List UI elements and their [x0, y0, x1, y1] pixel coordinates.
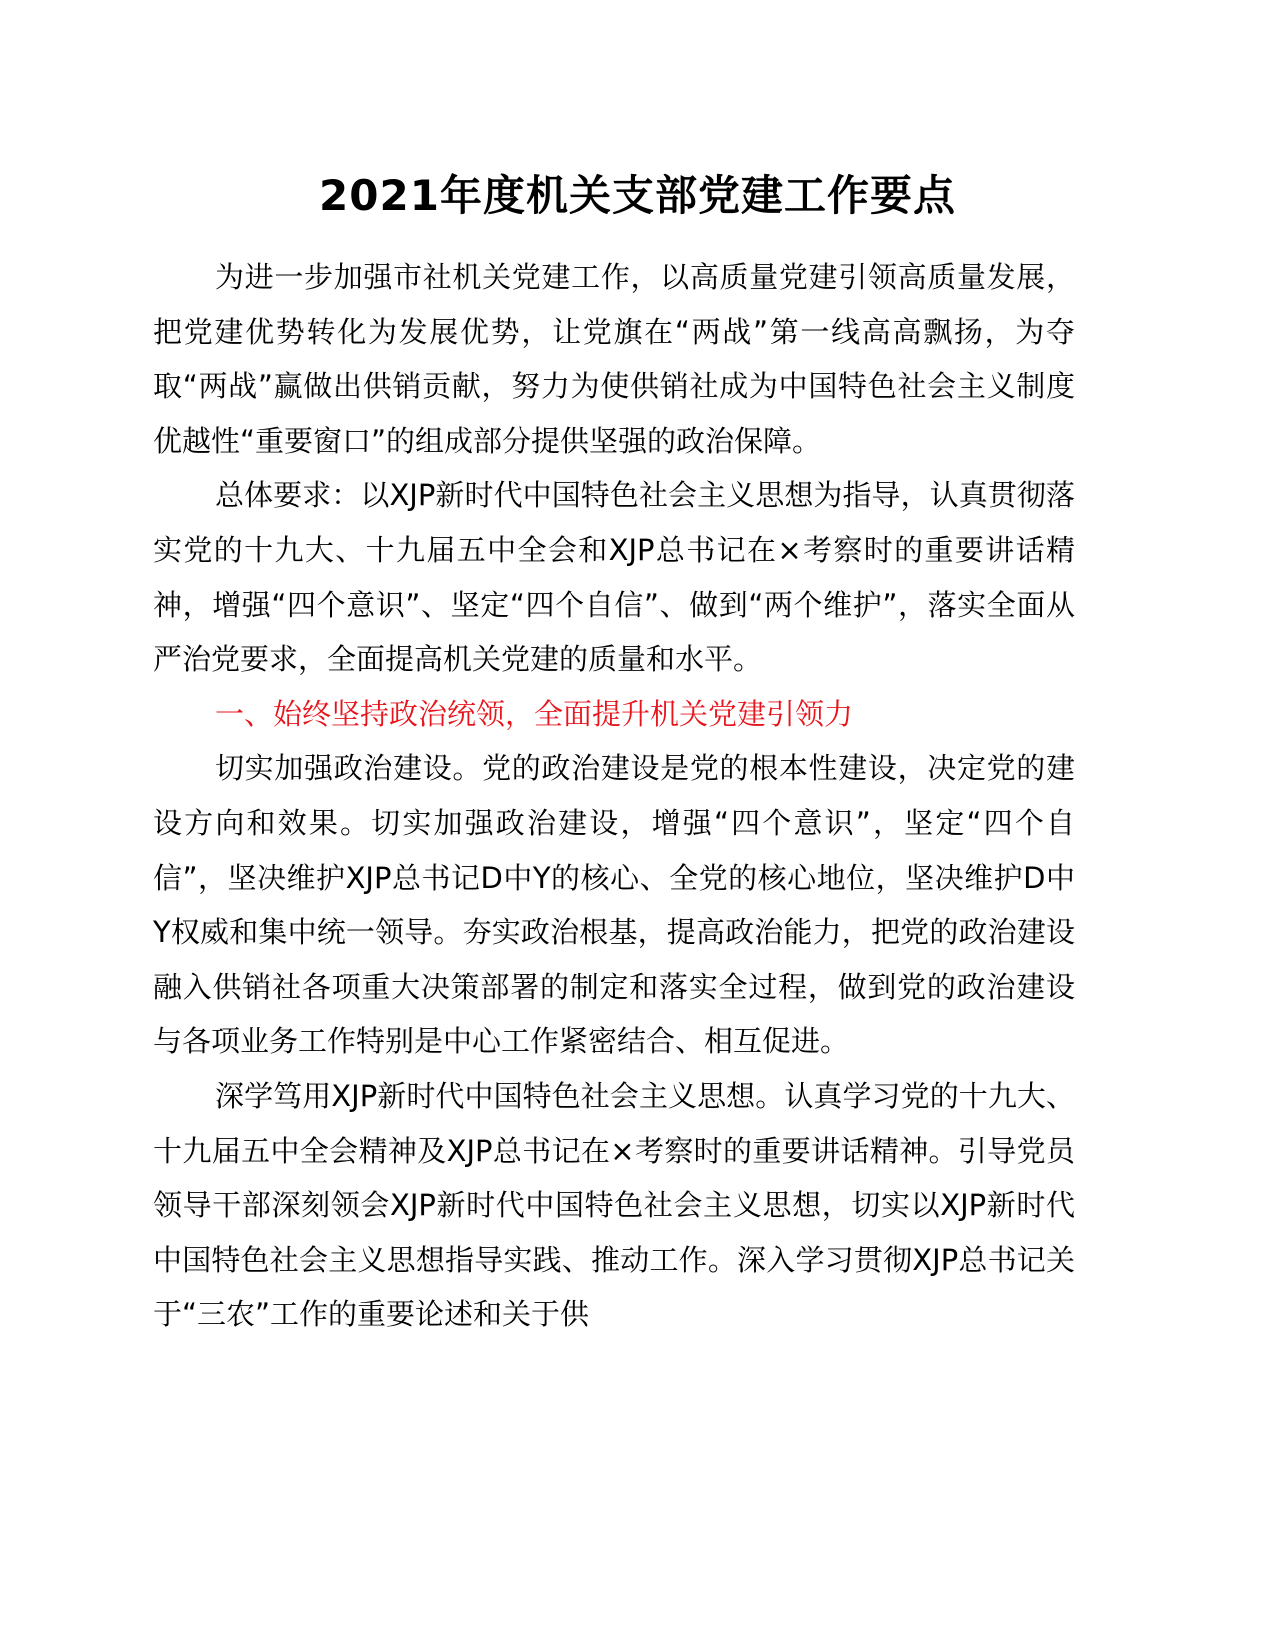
document-body: [153, 250, 1075, 1342]
political-building-paragraph: 切实加强政治建设。党的政治建设是党的根本性建设，决定党的建设方向和效果。切实加强政治建设，增强“四个意识”，坚定“四个自信”，坚决维护XJP总书记D中Y的核心、全党的核心地位，坚决维护D中Y权威和集中统一领导。夯实政治根基，提高政治能力，把党的政治建设融入供销社各项重大决策部署的制定和落实全过程，做到党的政治建设与各项业务工作特别是中心工作紧密结合、相互促进。: [153, 751, 1075, 1059]
intro-paragraph: 为进一步加强市社机关党建工作，以高质量党建引领高质量发展，把党建优势转化为发展优势，让党旗在“两战”第一线高高飘扬，为夺取“两战”赢做出供销贡献，努力为使供销社成为中国特色社会主义制度优越性“重要窗口”的组成部分提供坚强的政治保障。: [153, 260, 1075, 458]
document-title: 2021年度机关支部党建工作要点: [319, 171, 956, 220]
study-thought-paragraph: 深学笃用XJP新时代中国特色社会主义思想。认真学习党的十九大、十九届五中全会精神及XJP总书记在×考察时的重要讲话精神。引导党员领导干部深刻领会XJP新时代中国特色社会主义思想，切实以XJP新时代中国特色社会主义思想指导实践、推动工作。深入学习贯彻XJP总书记关于“三农”工作的重要论述和关于供: [153, 1078, 1075, 1332]
requirements-paragraph: 总体要求：以XJP新时代中国特色社会主义思想为指导，认真贯彻落实党的十九大、十九届五中全会和XJP总书记在×考察时的重要讲话精神，增强“四个意识”、坚定“四个自信”、做到“两个维护”，落实全面从严治党要求，全面提高机关党建的质量和水平。: [153, 478, 1075, 677]
section-heading: 一、始终坚持政治统领，全面提升机关党建引领力: [215, 696, 854, 731]
